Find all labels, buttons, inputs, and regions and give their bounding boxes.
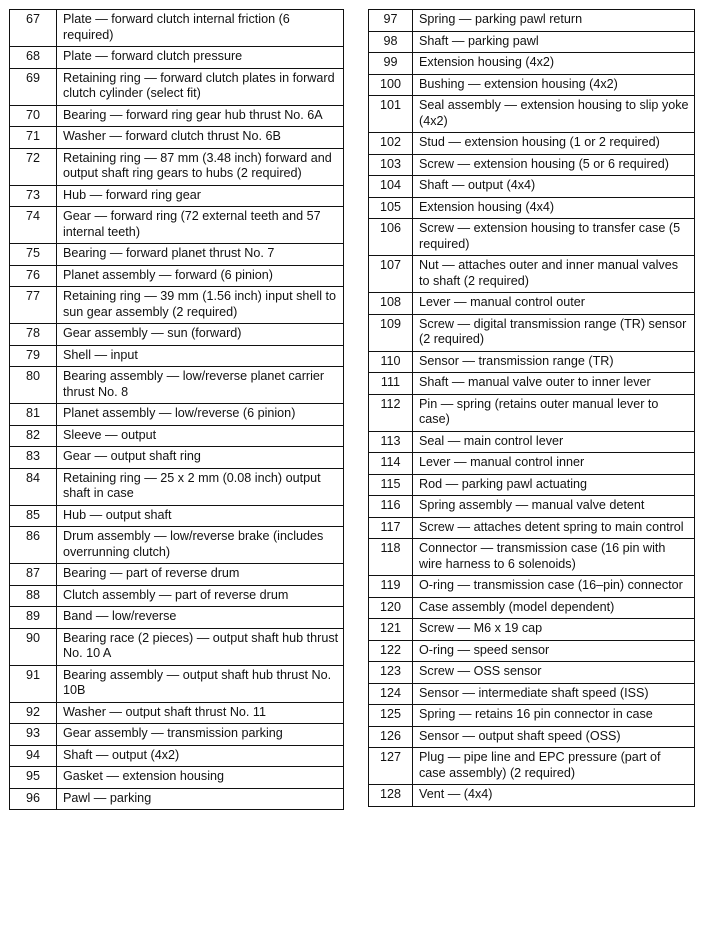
part-number: 105 (369, 197, 413, 219)
part-number: 68 (10, 47, 57, 69)
table-row (10, 505, 344, 527)
part-number: 69 (10, 68, 57, 105)
part-number: 96 (10, 788, 57, 810)
table-row (10, 607, 344, 629)
part-description: Lever — manual control inner (413, 453, 695, 475)
table-row (10, 185, 344, 207)
part-number: 75 (10, 244, 57, 266)
part-description: Spring — parking pawl return (413, 10, 695, 32)
parts-table-right (368, 9, 695, 807)
part-description: Screw — OSS sensor (413, 662, 695, 684)
table-row (369, 496, 695, 518)
part-number: 100 (369, 74, 413, 96)
part-description: Spring assembly — manual valve detent (413, 496, 695, 518)
table-row (10, 468, 344, 505)
part-number: 80 (10, 367, 57, 404)
part-description: Retaining ring — 39 mm (1.56 inch) input shell to sun gear assembly (2 required) (57, 287, 344, 324)
part-description: Screw — M6 x 19 cap (413, 619, 695, 641)
part-number: 128 (369, 785, 413, 807)
part-description: Drum assembly — low/reverse brake (includes overrunning clutch) (57, 527, 344, 564)
part-number: 126 (369, 726, 413, 748)
table-row (10, 68, 344, 105)
part-number: 81 (10, 404, 57, 426)
part-number: 123 (369, 662, 413, 684)
table-row (10, 665, 344, 702)
part-description: Connector — transmission case (16 pin with wire harness to 6 solenoids) (413, 539, 695, 576)
part-description: Bushing — extension housing (4x2) (413, 74, 695, 96)
part-description: Plate — forward clutch pressure (57, 47, 344, 69)
part-number: 83 (10, 447, 57, 469)
part-description: Band — low/reverse (57, 607, 344, 629)
table-row (10, 527, 344, 564)
parts-table-left-body (10, 10, 344, 810)
part-description: Vent — (4x4) (413, 785, 695, 807)
part-description: Retaining ring — forward clutch plates in forward clutch cylinder (select fit) (57, 68, 344, 105)
table-row (10, 724, 344, 746)
part-number: 124 (369, 683, 413, 705)
table-row (369, 314, 695, 351)
table-row (369, 256, 695, 293)
part-number: 106 (369, 219, 413, 256)
part-description: Gasket — extension housing (57, 767, 344, 789)
part-number: 107 (369, 256, 413, 293)
table-row (369, 517, 695, 539)
part-description: Bearing — forward ring gear hub thrust No. 6A (57, 105, 344, 127)
part-description: Seal assembly — extension housing to slip yoke (4x2) (413, 96, 695, 133)
part-number: 113 (369, 431, 413, 453)
part-description: Pawl — parking (57, 788, 344, 810)
part-number: 77 (10, 287, 57, 324)
table-row (10, 788, 344, 810)
table-row (369, 53, 695, 75)
part-description: Clutch assembly — part of reverse drum (57, 585, 344, 607)
part-description: Case assembly (model dependent) (413, 597, 695, 619)
part-number: 89 (10, 607, 57, 629)
part-description: Lever — manual control outer (413, 293, 695, 315)
table-row (10, 345, 344, 367)
part-number: 101 (369, 96, 413, 133)
table-row (10, 148, 344, 185)
table-row (10, 105, 344, 127)
table-row (369, 197, 695, 219)
part-description: Bearing — forward planet thrust No. 7 (57, 244, 344, 266)
part-description: O-ring — speed sensor (413, 640, 695, 662)
table-row (10, 628, 344, 665)
part-number: 122 (369, 640, 413, 662)
table-row (10, 585, 344, 607)
part-number: 120 (369, 597, 413, 619)
part-description: O-ring — transmission case (16–pin) connector (413, 576, 695, 598)
part-description: Extension housing (4x4) (413, 197, 695, 219)
part-number: 118 (369, 539, 413, 576)
part-description: Screw — extension housing to transfer case (5 required) (413, 219, 695, 256)
part-description: Sensor — transmission range (TR) (413, 351, 695, 373)
part-description: Planet assembly — forward (6 pinion) (57, 265, 344, 287)
part-description: Retaining ring — 87 mm (3.48 inch) forward and output shaft ring gears to hubs (2 required) (57, 148, 344, 185)
table-row (369, 785, 695, 807)
table-row (369, 31, 695, 53)
part-description: Bearing assembly — output shaft hub thrust No. 10B (57, 665, 344, 702)
part-description: Retaining ring — 25 x 2 mm (0.08 inch) output shaft in case (57, 468, 344, 505)
table-row (369, 351, 695, 373)
part-number: 98 (369, 31, 413, 53)
part-number: 112 (369, 394, 413, 431)
part-description: Gear — forward ring (72 external teeth and 57 internal teeth) (57, 207, 344, 244)
part-description: Gear assembly — sun (forward) (57, 324, 344, 346)
part-number: 72 (10, 148, 57, 185)
part-description: Screw — attaches detent spring to main control (413, 517, 695, 539)
table-row (10, 404, 344, 426)
table-row (10, 324, 344, 346)
table-row (369, 219, 695, 256)
part-number: 74 (10, 207, 57, 244)
table-row (369, 373, 695, 395)
table-row (369, 748, 695, 785)
part-number: 87 (10, 564, 57, 586)
part-description: Nut — attaches outer and inner manual valves to shaft (2 required) (413, 256, 695, 293)
part-number: 67 (10, 10, 57, 47)
part-description: Spring — retains 16 pin connector in case (413, 705, 695, 727)
part-number: 91 (10, 665, 57, 702)
table-row (369, 662, 695, 684)
table-row (369, 74, 695, 96)
part-number: 103 (369, 154, 413, 176)
table-row (369, 431, 695, 453)
table-row (10, 207, 344, 244)
part-number: 121 (369, 619, 413, 641)
table-row (10, 265, 344, 287)
part-description: Gear assembly — transmission parking (57, 724, 344, 746)
part-number: 73 (10, 185, 57, 207)
table-row (369, 640, 695, 662)
part-number: 82 (10, 425, 57, 447)
part-number: 99 (369, 53, 413, 75)
table-row (10, 10, 344, 47)
right-parts-column (368, 9, 695, 807)
part-number: 117 (369, 517, 413, 539)
part-number: 76 (10, 265, 57, 287)
part-number: 116 (369, 496, 413, 518)
part-number: 115 (369, 474, 413, 496)
part-description: Hub — output shaft (57, 505, 344, 527)
table-row (10, 367, 344, 404)
part-description: Washer — forward clutch thrust No. 6B (57, 127, 344, 149)
part-number: 78 (10, 324, 57, 346)
part-description: Shaft — output (4x4) (413, 176, 695, 198)
table-row (10, 702, 344, 724)
table-row (369, 619, 695, 641)
table-row (10, 47, 344, 69)
part-description: Sleeve — output (57, 425, 344, 447)
table-row (369, 154, 695, 176)
part-number: 94 (10, 745, 57, 767)
table-row (369, 597, 695, 619)
part-description: Sensor — intermediate shaft speed (ISS) (413, 683, 695, 705)
part-number: 108 (369, 293, 413, 315)
part-description: Shaft — manual valve outer to inner lever (413, 373, 695, 395)
part-number: 85 (10, 505, 57, 527)
table-row (369, 539, 695, 576)
part-description: Stud — extension housing (1 or 2 required) (413, 133, 695, 155)
part-description: Shaft — parking pawl (413, 31, 695, 53)
table-row (369, 394, 695, 431)
part-number: 110 (369, 351, 413, 373)
table-row (369, 10, 695, 32)
table-row (369, 705, 695, 727)
part-description: Rod — parking pawl actuating (413, 474, 695, 496)
part-description: Plate — forward clutch internal friction (6 required) (57, 10, 344, 47)
part-description: Screw — digital transmission range (TR) sensor (2 required) (413, 314, 695, 351)
table-row (369, 726, 695, 748)
part-number: 114 (369, 453, 413, 475)
part-description: Screw — extension housing (5 or 6 required) (413, 154, 695, 176)
table-row (369, 576, 695, 598)
part-number: 125 (369, 705, 413, 727)
table-row (369, 683, 695, 705)
table-row (10, 127, 344, 149)
table-row (369, 133, 695, 155)
part-number: 102 (369, 133, 413, 155)
part-number: 70 (10, 105, 57, 127)
part-number: 95 (10, 767, 57, 789)
part-description: Seal — main control lever (413, 431, 695, 453)
table-row (10, 447, 344, 469)
left-parts-column (9, 9, 344, 810)
part-number: 86 (10, 527, 57, 564)
table-row (10, 244, 344, 266)
table-row (10, 745, 344, 767)
part-number: 104 (369, 176, 413, 198)
table-row (10, 425, 344, 447)
part-number: 71 (10, 127, 57, 149)
parts-table-right-body (369, 10, 695, 807)
table-row (369, 176, 695, 198)
part-description: Plug — pipe line and EPC pressure (part of case assembly) (2 required) (413, 748, 695, 785)
part-number: 109 (369, 314, 413, 351)
part-description: Sensor — output shaft speed (OSS) (413, 726, 695, 748)
part-number: 119 (369, 576, 413, 598)
parts-table-left (9, 9, 344, 810)
part-description: Bearing race (2 pieces) — output shaft hub thrust No. 10 A (57, 628, 344, 665)
part-description: Shell — input (57, 345, 344, 367)
part-number: 127 (369, 748, 413, 785)
table-row (10, 564, 344, 586)
part-number: 88 (10, 585, 57, 607)
table-row (369, 453, 695, 475)
part-description: Bearing assembly — low/reverse planet carrier thrust No. 8 (57, 367, 344, 404)
part-number: 90 (10, 628, 57, 665)
part-description: Hub — forward ring gear (57, 185, 344, 207)
part-number: 97 (369, 10, 413, 32)
table-row (10, 287, 344, 324)
part-description: Bearing — part of reverse drum (57, 564, 344, 586)
table-row (369, 474, 695, 496)
part-number: 111 (369, 373, 413, 395)
part-number: 93 (10, 724, 57, 746)
table-row (10, 767, 344, 789)
part-description: Gear — output shaft ring (57, 447, 344, 469)
part-description: Extension housing (4x2) (413, 53, 695, 75)
part-number: 79 (10, 345, 57, 367)
table-row (369, 96, 695, 133)
part-number: 84 (10, 468, 57, 505)
part-description: Shaft — output (4x2) (57, 745, 344, 767)
part-number: 92 (10, 702, 57, 724)
part-description: Pin — spring (retains outer manual lever to case) (413, 394, 695, 431)
part-description: Planet assembly — low/reverse (6 pinion) (57, 404, 344, 426)
part-description: Washer — output shaft thrust No. 11 (57, 702, 344, 724)
table-row (369, 293, 695, 315)
